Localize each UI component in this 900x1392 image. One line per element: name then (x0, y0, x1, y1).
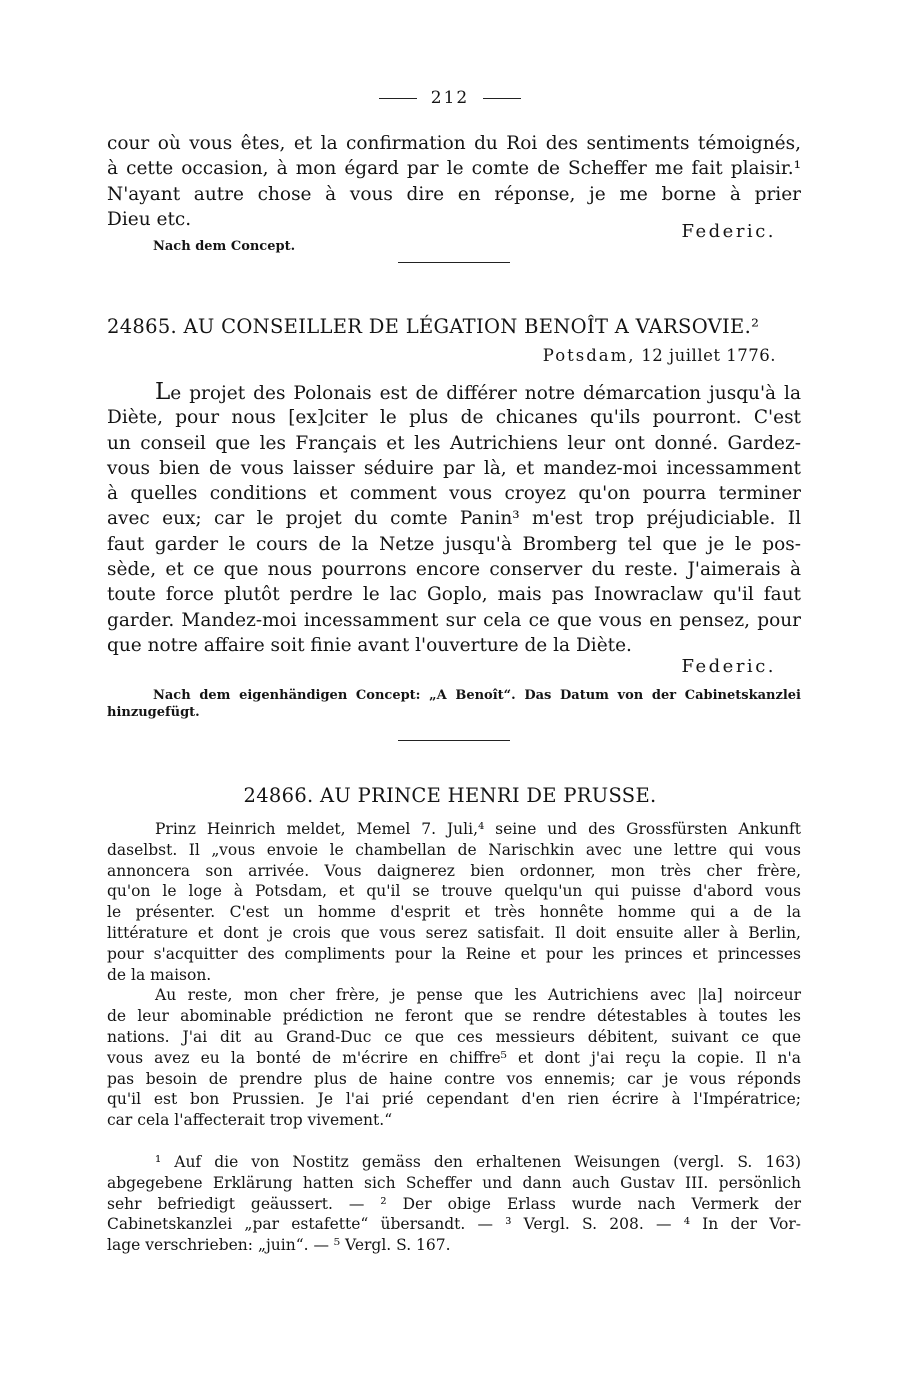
text-line: Diète, pour nous [ex]citer le plus de chicanes qu'ils pourront. C'est (107, 407, 801, 429)
footnote-line: sehr befriedigt geäussert. — ² Der obige Erlass wurde nach Vermerk der (107, 1194, 801, 1213)
text-line: littérature et dont je crois que vous serez satisfait. Il doit ensuite aller à Berlin, (107, 923, 801, 942)
text-line: pas besoin de prendre plus de haine contre vos ennemis; car je vous réponds (107, 1069, 801, 1088)
text-line: sède, et ce que nous pourrons encore conserver du reste. J'aimerais à (107, 559, 801, 581)
separator-rule (398, 262, 510, 263)
text-line: de la maison. (107, 965, 212, 984)
signature: Federic. (681, 221, 776, 242)
letter-addressee: AU PRINCE HENRI DE PRUSSE. (320, 784, 657, 807)
text-line: avec eux; car le projet du comte Panin³ m'est trop préjudiciable. Il (107, 508, 801, 530)
footnote-line: Cabinetskanzlei „par estafette“ übersandt. — ³ Vergl. S. 208. — ⁴ In der Vor- (107, 1215, 801, 1234)
text-line: qu'on le loge à Potsdam, et qu'il se trouve quelqu'un qui puisse d'abord vous (107, 882, 801, 901)
date: 12 juillet 1776. (641, 346, 776, 365)
footnote-line: abgegebene Erklärung hatten sich Scheffer und dann auch Gustav III. persönlich (107, 1173, 801, 1192)
text-line: un conseil que les Français et les Autrichiens leur ont donné. Gardez- (107, 432, 801, 454)
letter-heading (0, 784, 900, 807)
prev-letter-text (107, 131, 801, 232)
text-line: Le projet des Polonais est de différer notre démarcation jusqu'à la (155, 379, 801, 405)
signature: Federic. (681, 656, 776, 677)
source-note: Nach dem Concept. (153, 239, 296, 254)
text-line: Dieu etc. (107, 208, 192, 230)
text-line: vous avez eu la bonté de m'écrire en chiffre⁵ et dont j'ai reçu la copie. Il n'a (107, 1048, 801, 1067)
text-line: cour où vous êtes, et la confirmation du Roi des sentiments témoignés, (107, 133, 801, 154)
place: Potsdam, (542, 346, 636, 365)
text-line: annoncera son arrivée. Vous daignerez bien ordonner, mon très cher frère, (107, 861, 801, 880)
source-note: Nach dem eigenhändigen Concept: „A Benoît“. Das Datum von der Cabinetskanzlei hinzugefügt. (107, 688, 801, 720)
dateline (543, 346, 776, 365)
text-line: à quelles conditions et comment vous croyez qu'on pourra terminer (107, 483, 801, 505)
letter-body (107, 819, 801, 1131)
text-line: Prinz Heinrich meldet, Memel 7. Juli,⁴ seine und des Grossfürsten Ankunft (155, 820, 801, 838)
letter-addressee: AU CONSEILLER DE LÉGATION BENOÎT A VARSOVIE.² (183, 315, 760, 338)
text-line: N'ayant autre chose à vous dire en réponse, je me borne à prier (107, 183, 801, 205)
letter-number: 24866. (243, 784, 314, 807)
text-line: Au reste, mon cher frère, je pense que les Autrichiens avec |la] noirceur (155, 986, 801, 1005)
text-line: vous bien de vous laisser séduire par là, et mandez-moi incessamment (107, 457, 801, 479)
text-line: le présenter. C'est un homme d'esprit et très honnête homme qui a de la (107, 903, 801, 922)
text-line: faut garder le cours de la Netze jusqu'à Bromberg tel que je le pos- (107, 533, 801, 555)
letter-body (107, 380, 801, 658)
text-line: qu'il est bon Prussien. Je l'ai prié cependant d'en rien écrire à l'Impératrice; (107, 1090, 801, 1109)
text-line: que notre affaire soit finie avant l'ouverture de la Diète. (107, 634, 632, 656)
letter-number: 24865. (107, 315, 178, 338)
text-line: daselbst. Il „vous envoie le chambellan de Narischkin avec une lettre qui vous (107, 840, 801, 859)
text-line: car cela l'affecterait trop vivement.“ (107, 1111, 393, 1130)
text-line: garder. Mandez-moi incessamment sur cela ce que vous en pensez, pour (107, 609, 801, 631)
footnotes (107, 1152, 801, 1256)
footnote-line: lage verschrieben: „juin“. — ⁵ Vergl. S. 167. (107, 1236, 451, 1255)
text-line: nations. J'ai dit au Grand-Duc ce que ces messieurs débitent, suivant ce que (107, 1027, 801, 1046)
separator-rule (398, 740, 510, 741)
text-line: pour s'acquitter des compliments pour la Reine et pour les princes et princesses (107, 944, 801, 963)
text-line: toute force plutôt perdre le lac Goplo, mais pas Inowraclaw qu'il faut (107, 584, 801, 606)
letter-heading (107, 315, 759, 338)
initial-letter: L (155, 379, 171, 405)
text-line: à cette occasion, à mon égard par le comte de Scheffer me fait plaisir.¹ (107, 158, 801, 180)
page-number: 212 (0, 88, 900, 108)
text-line: de leur abominable prédiction ne feront que se rendre détestables à toutes les (107, 1007, 801, 1026)
footnote-line: ¹ Auf die von Nostitz gemäss den erhaltenen Weisungen (vergl. S. 163) (155, 1153, 801, 1171)
